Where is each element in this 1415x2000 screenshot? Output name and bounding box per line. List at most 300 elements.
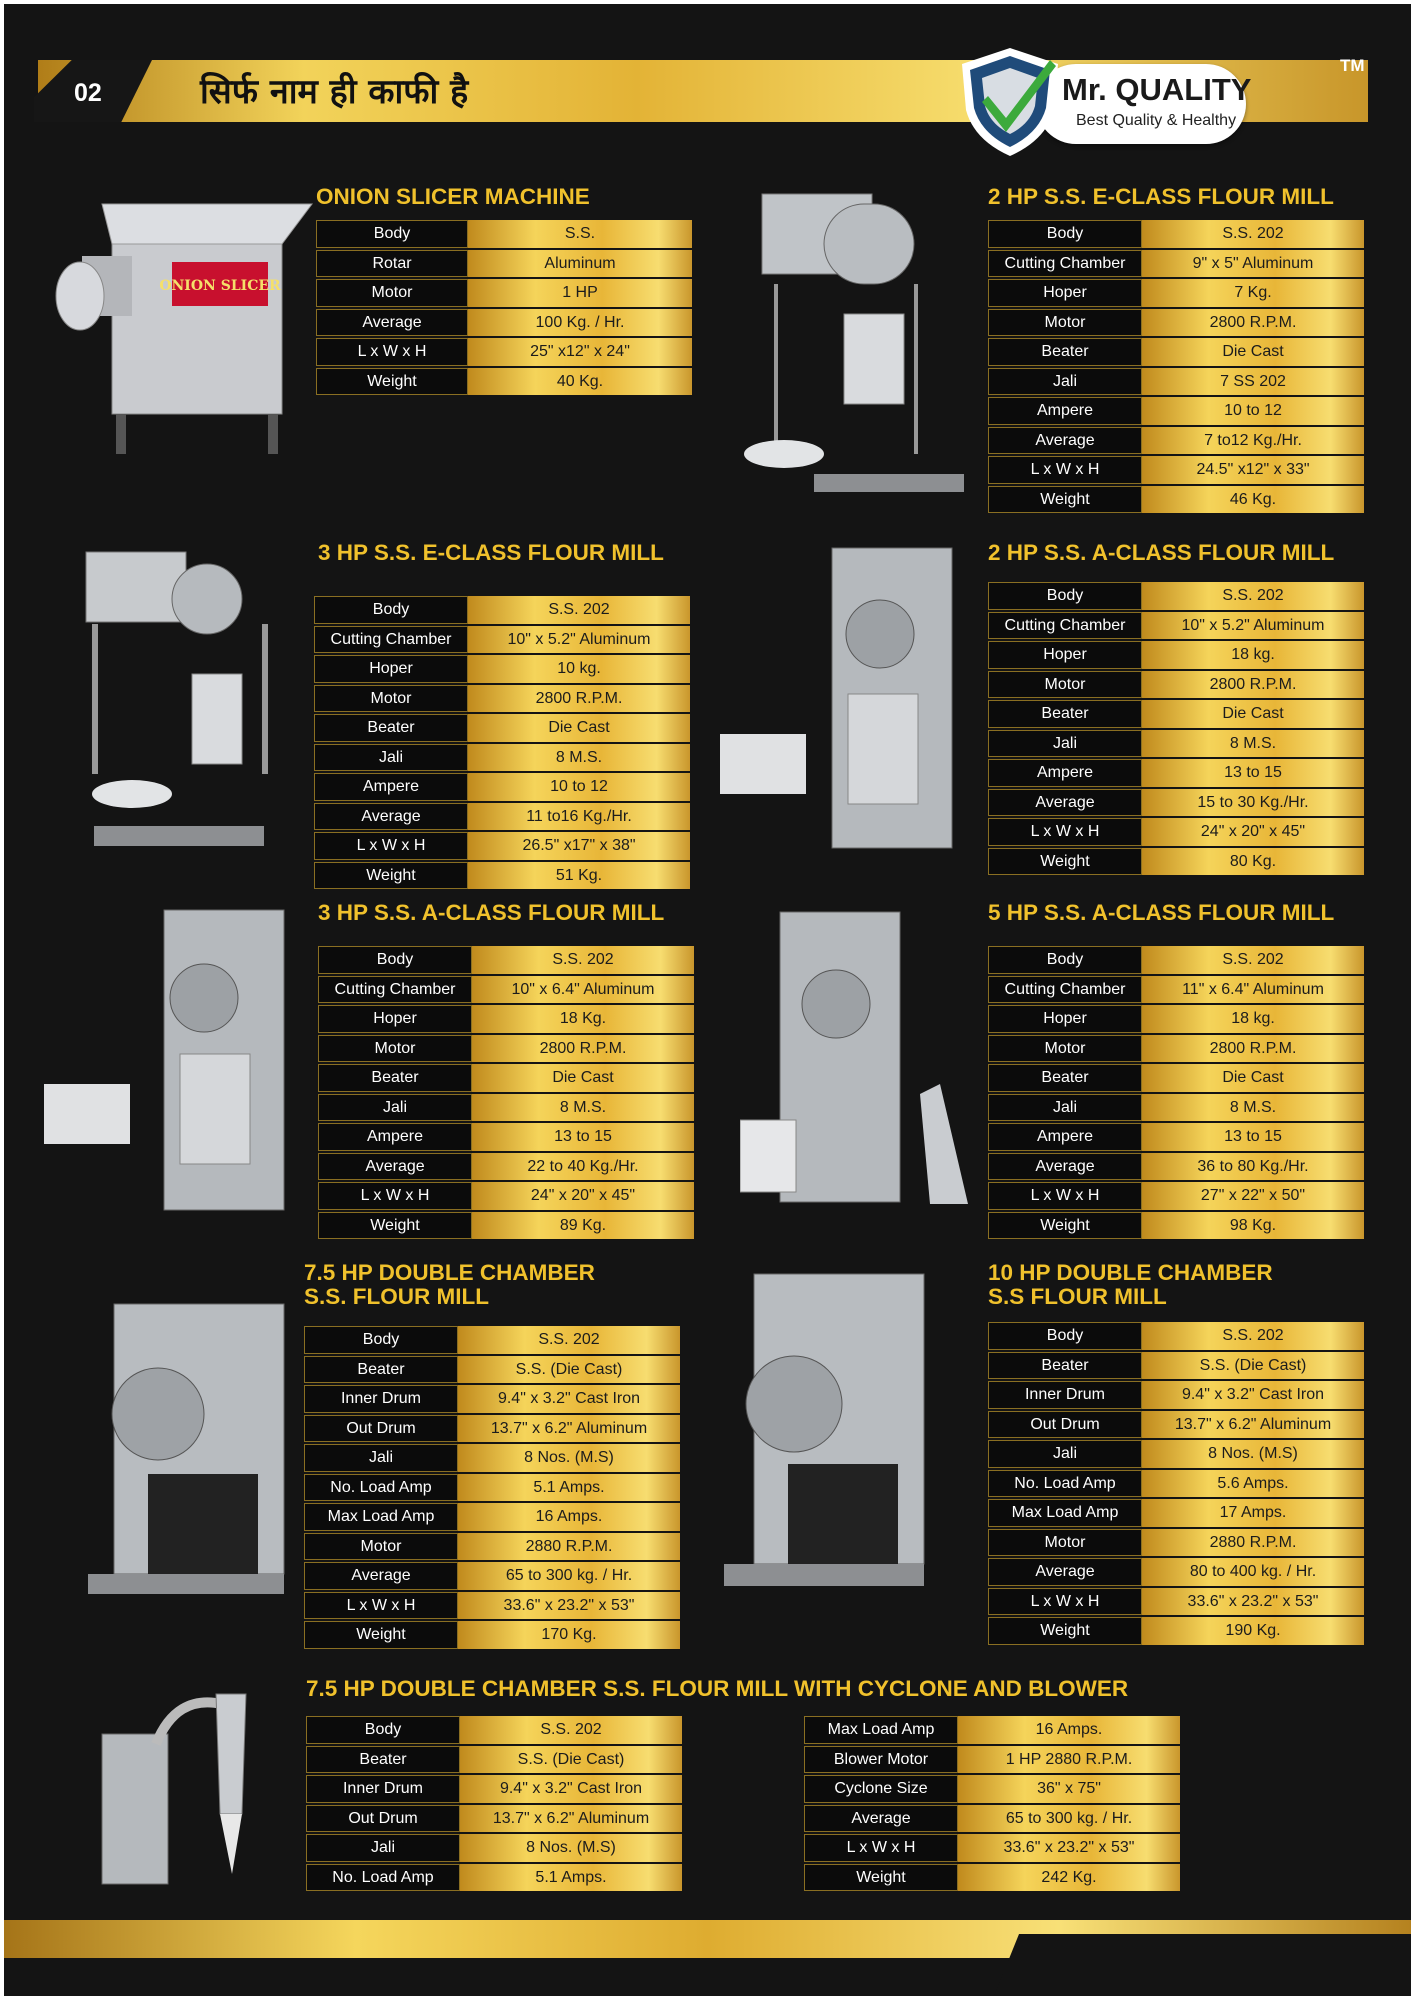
spec-row xyxy=(318,1064,694,1092)
spec-value: 10" x 6.4" Aluminum xyxy=(472,976,694,1004)
spec-row xyxy=(988,1094,1364,1122)
spec-row xyxy=(988,700,1364,728)
spec-value: 26.5" x17" x 38" xyxy=(468,832,690,860)
spec-value: S.S. 202 xyxy=(1142,946,1364,974)
brand-subtitle: Best Quality & Healthy xyxy=(1076,112,1237,129)
spec-label: Weight xyxy=(988,848,1142,876)
spec-value: 13.7" x 6.2" Aluminum xyxy=(1142,1411,1364,1439)
spec-row xyxy=(988,250,1364,278)
spec-value: 13.7" x 6.2" Aluminum xyxy=(460,1805,682,1833)
spec-value: 10" x 5.2" Aluminum xyxy=(1142,612,1364,640)
double-chamber-mill-image xyxy=(88,1274,288,1614)
spec-label: Motor xyxy=(988,1529,1142,1557)
spec-label: L x W x H xyxy=(988,1182,1142,1210)
spec-row xyxy=(988,1529,1364,1557)
spec-label: Ampere xyxy=(988,1123,1142,1151)
spec-row xyxy=(316,220,692,248)
spec-value: 80 to 400 kg. / Hr. xyxy=(1142,1558,1364,1586)
spec-label: Beater xyxy=(988,338,1142,366)
spec-row xyxy=(318,1005,694,1033)
hindi-tagline: सिर्फ नाम ही काफी है xyxy=(200,72,469,112)
spec-value: 10 to 12 xyxy=(468,773,690,801)
spec-value: 10 to 12 xyxy=(1142,397,1364,425)
spec-label: Beater xyxy=(988,1352,1142,1380)
spec-value: 24" x 20" x 45" xyxy=(472,1182,694,1210)
spec-label: Jali xyxy=(304,1444,458,1472)
spec-table xyxy=(318,944,694,1241)
spec-value: 80 Kg. xyxy=(1142,848,1364,876)
spec-table xyxy=(988,580,1364,877)
spec-row xyxy=(316,279,692,307)
spec-value: S.S. 202 xyxy=(1142,220,1364,248)
spec-row xyxy=(314,832,690,860)
spec-row xyxy=(804,1746,1180,1774)
spec-label: Beater xyxy=(988,700,1142,728)
spec-value: 1 HP xyxy=(468,279,692,307)
spec-row xyxy=(314,685,690,713)
e-class-mill-image xyxy=(82,544,292,864)
spec-row xyxy=(988,368,1364,396)
spec-label: Cutting Chamber xyxy=(988,250,1142,278)
spec-value: 170 Kg. xyxy=(458,1621,680,1649)
spec-label: Cutting Chamber xyxy=(988,976,1142,1004)
brand-logo xyxy=(954,44,1294,160)
spec-row xyxy=(316,309,692,337)
spec-row xyxy=(306,1716,682,1744)
spec-label: Rotar xyxy=(316,250,468,278)
spec-row xyxy=(988,486,1364,514)
spec-label: Cutting Chamber xyxy=(988,612,1142,640)
spec-value: 18 kg. xyxy=(1142,641,1364,669)
spec-label: Average xyxy=(988,427,1142,455)
spec-label: Motor xyxy=(988,1035,1142,1063)
spec-value: S.S. 202 xyxy=(458,1326,680,1354)
spec-label: Beater xyxy=(304,1356,458,1384)
spec-value: 9.4" x 3.2" Cast Iron xyxy=(460,1775,682,1803)
spec-row xyxy=(318,976,694,1004)
spec-value: 16 Amps. xyxy=(458,1503,680,1531)
spec-row xyxy=(306,1805,682,1833)
spec-value: S.S. 202 xyxy=(1142,1322,1364,1350)
spec-value: 8 Nos. (M.S) xyxy=(458,1444,680,1472)
spec-value: 13.7" x 6.2" Aluminum xyxy=(458,1415,680,1443)
spec-value: 33.6" x 23.2" x 53" xyxy=(958,1834,1180,1862)
spec-row xyxy=(314,655,690,683)
spec-value: 7 Kg. xyxy=(1142,279,1364,307)
a-class-mill-image xyxy=(44,904,304,1224)
spec-row xyxy=(304,1533,680,1561)
spec-value: Die Cast xyxy=(1142,338,1364,366)
spec-table xyxy=(988,1320,1364,1647)
spec-row xyxy=(318,1123,694,1151)
spec-label: L x W x H xyxy=(318,1182,472,1210)
spec-label: L x W x H xyxy=(988,1588,1142,1616)
spec-table xyxy=(304,1324,680,1651)
spec-label: Weight xyxy=(804,1864,958,1892)
spec-label: Ampere xyxy=(318,1123,472,1151)
spec-row xyxy=(988,397,1364,425)
spec-row xyxy=(988,427,1364,455)
spec-value: 65 to 300 kg. / Hr. xyxy=(458,1562,680,1590)
spec-value: 2800 R.P.M. xyxy=(472,1035,694,1063)
spec-label: L x W x H xyxy=(316,338,468,366)
spec-label: Motor xyxy=(314,685,468,713)
spec-label: Beater xyxy=(988,1064,1142,1092)
spec-value: 2800 R.P.M. xyxy=(1142,671,1364,699)
spec-row xyxy=(988,582,1364,610)
spec-row xyxy=(306,1834,682,1862)
spec-value: 18 Kg. xyxy=(472,1005,694,1033)
cyclone-blower-mill-image xyxy=(96,1674,286,1904)
spec-row xyxy=(304,1474,680,1502)
spec-label: No. Load Amp xyxy=(304,1474,458,1502)
spec-value: 7 SS 202 xyxy=(1142,368,1364,396)
spec-value: 24" x 20" x 45" xyxy=(1142,818,1364,846)
spec-label: L x W x H xyxy=(804,1834,958,1862)
spec-table xyxy=(988,218,1364,515)
spec-label: Cutting Chamber xyxy=(318,976,472,1004)
spec-row xyxy=(314,596,690,624)
spec-label: Weight xyxy=(318,1212,472,1240)
spec-row xyxy=(314,803,690,831)
spec-row xyxy=(988,1499,1364,1527)
spec-row xyxy=(988,1617,1364,1645)
spec-label: Jali xyxy=(318,1094,472,1122)
spec-row xyxy=(306,1864,682,1892)
spec-label: Body xyxy=(304,1326,458,1354)
spec-row xyxy=(804,1864,1180,1892)
spec-row xyxy=(988,1005,1364,1033)
spec-label: Jali xyxy=(988,730,1142,758)
spec-value: 10 kg. xyxy=(468,655,690,683)
spec-row xyxy=(318,1212,694,1240)
spec-row xyxy=(988,1470,1364,1498)
spec-label: Out Drum xyxy=(988,1411,1142,1439)
spec-value: 5.6 Amps. xyxy=(1142,1470,1364,1498)
spec-label: Average xyxy=(988,789,1142,817)
spec-label: Jali xyxy=(988,368,1142,396)
spec-value: 9" x 5" Aluminum xyxy=(1142,250,1364,278)
spec-row xyxy=(304,1562,680,1590)
page-number: 02 xyxy=(74,79,102,107)
brochure-page xyxy=(4,4,1411,1996)
spec-value: 8 M.S. xyxy=(472,1094,694,1122)
spec-label: Body xyxy=(988,220,1142,248)
spec-label: Average xyxy=(314,803,468,831)
spec-table xyxy=(306,1714,682,1893)
spec-label: L x W x H xyxy=(988,818,1142,846)
spec-label: Body xyxy=(988,946,1142,974)
spec-value: 33.6" x 23.2" x 53" xyxy=(458,1592,680,1620)
spec-value: 13 to 15 xyxy=(1142,1123,1364,1151)
spec-row xyxy=(318,1153,694,1181)
spec-label: Beater xyxy=(314,714,468,742)
spec-label: Out Drum xyxy=(304,1415,458,1443)
product-title-line: S.S FLOUR MILL xyxy=(988,1284,1167,1309)
spec-label: Hoper xyxy=(988,1005,1142,1033)
spec-label: Motor xyxy=(988,309,1142,337)
spec-label: Average xyxy=(988,1558,1142,1586)
spec-table xyxy=(314,594,690,891)
spec-value: 1 HP 2880 R.P.M. xyxy=(958,1746,1180,1774)
spec-label: Max Load Amp xyxy=(804,1716,958,1744)
spec-value: 8 M.S. xyxy=(468,744,690,772)
spec-label: L x W x H xyxy=(314,832,468,860)
spec-row xyxy=(988,1064,1364,1092)
spec-value: 2800 R.P.M. xyxy=(1142,1035,1364,1063)
spec-table xyxy=(988,944,1364,1241)
spec-row xyxy=(318,1094,694,1122)
spec-row xyxy=(316,338,692,366)
spec-value: 33.6" x 23.2" x 53" xyxy=(1142,1588,1364,1616)
spec-label: Average xyxy=(304,1562,458,1590)
spec-row xyxy=(318,1035,694,1063)
spec-row xyxy=(988,1558,1364,1586)
spec-row xyxy=(988,456,1364,484)
spec-label: Hoper xyxy=(314,655,468,683)
spec-label: Hoper xyxy=(318,1005,472,1033)
spec-value: 2800 R.P.M. xyxy=(468,685,690,713)
spec-value: 36" x 75" xyxy=(958,1775,1180,1803)
spec-label: Jali xyxy=(314,744,468,772)
spec-row xyxy=(316,250,692,278)
spec-label: Motor xyxy=(318,1035,472,1063)
spec-value: 9.4" x 3.2" Cast Iron xyxy=(458,1385,680,1413)
spec-row xyxy=(988,1153,1364,1181)
spec-row xyxy=(988,1381,1364,1409)
product-title-line: 10 HP DOUBLE CHAMBER xyxy=(988,1260,1273,1285)
spec-value: S.S. (Die Cast) xyxy=(1142,1352,1364,1380)
spec-row xyxy=(316,368,692,396)
spec-label: Beater xyxy=(306,1746,460,1774)
product-title: 7.5 HP DOUBLE CHAMBER S.S. FLOUR MILL WITH CYCLONE AND BLOWER xyxy=(306,1676,1129,1701)
footer-notch xyxy=(994,1934,1411,1996)
spec-row xyxy=(304,1415,680,1443)
spec-label: Max Load Amp xyxy=(304,1503,458,1531)
spec-row xyxy=(988,759,1364,787)
spec-label: Hoper xyxy=(988,279,1142,307)
spec-label: Average xyxy=(318,1153,472,1181)
spec-value: 16 Amps. xyxy=(958,1716,1180,1744)
spec-row xyxy=(314,714,690,742)
spec-row xyxy=(804,1834,1180,1862)
spec-row xyxy=(988,1352,1364,1380)
spec-value: 8 Nos. (M.S) xyxy=(1142,1440,1364,1468)
spec-label: No. Load Amp xyxy=(306,1864,460,1892)
spec-row xyxy=(988,1411,1364,1439)
spec-label: L x W x H xyxy=(304,1592,458,1620)
spec-value: S.S. 202 xyxy=(460,1716,682,1744)
spec-value: Die Cast xyxy=(472,1064,694,1092)
spec-row xyxy=(318,1182,694,1210)
spec-value: 46 Kg. xyxy=(1142,486,1364,514)
spec-row xyxy=(304,1356,680,1384)
product-title: 5 HP S.S. A-CLASS FLOUR MILL xyxy=(988,900,1335,925)
spec-row xyxy=(988,730,1364,758)
spec-label: Ampere xyxy=(988,759,1142,787)
spec-value: 89 Kg. xyxy=(472,1212,694,1240)
spec-label: Cyclone Size xyxy=(804,1775,958,1803)
spec-value: S.S. (Die Cast) xyxy=(458,1356,680,1384)
spec-value: 17 Amps. xyxy=(1142,1499,1364,1527)
spec-row xyxy=(988,1588,1364,1616)
spec-value: 15 to 30 Kg./Hr. xyxy=(1142,789,1364,817)
spec-label: Motor xyxy=(988,671,1142,699)
spec-label: Body xyxy=(306,1716,460,1744)
spec-value: 11" x 6.4" Aluminum xyxy=(1142,976,1364,1004)
spec-value: 25" x12" x 24" xyxy=(468,338,692,366)
e-class-mill-image xyxy=(734,184,974,504)
spec-value: 13 to 15 xyxy=(472,1123,694,1151)
product-title-line: S.S. FLOUR MILL xyxy=(304,1284,489,1309)
spec-value: 98 Kg. xyxy=(1142,1212,1364,1240)
spec-value: 40 Kg. xyxy=(468,368,692,396)
machine-label: ONION SLICER xyxy=(159,278,281,294)
spec-row xyxy=(988,338,1364,366)
brand-name: Mr. QUALITY xyxy=(1062,72,1252,107)
spec-value: 65 to 300 kg. / Hr. xyxy=(958,1805,1180,1833)
spec-value: 13 to 15 xyxy=(1142,759,1364,787)
a-class-mill-image xyxy=(720,544,970,864)
spec-label: Body xyxy=(314,596,468,624)
spec-label: Weight xyxy=(304,1621,458,1649)
spec-value: Die Cast xyxy=(1142,700,1364,728)
spec-value: S.S. 202 xyxy=(468,596,690,624)
spec-value: Aluminum xyxy=(468,250,692,278)
spec-value: 18 kg. xyxy=(1142,1005,1364,1033)
spec-row xyxy=(314,773,690,801)
product-title-line: 7.5 HP DOUBLE CHAMBER xyxy=(304,1260,595,1285)
spec-row xyxy=(314,862,690,890)
spec-row xyxy=(988,848,1364,876)
product-title: 3 HP S.S. A-CLASS FLOUR MILL xyxy=(318,900,665,925)
spec-value: 190 Kg. xyxy=(1142,1617,1364,1645)
spec-row xyxy=(988,1182,1364,1210)
spec-value: 2880 R.P.M. xyxy=(1142,1529,1364,1557)
spec-label: Ampere xyxy=(988,397,1142,425)
spec-value: S.S. (Die Cast) xyxy=(460,1746,682,1774)
spec-row xyxy=(988,220,1364,248)
spec-row xyxy=(988,612,1364,640)
spec-label: Average xyxy=(804,1805,958,1833)
spec-label: Weight xyxy=(988,1212,1142,1240)
spec-label: Jali xyxy=(306,1834,460,1862)
spec-row xyxy=(804,1805,1180,1833)
spec-label: Max Load Amp xyxy=(988,1499,1142,1527)
product-title: ONION SLICER MACHINE xyxy=(316,184,590,209)
spec-value: S.S. 202 xyxy=(472,946,694,974)
spec-row xyxy=(988,309,1364,337)
spec-row xyxy=(304,1385,680,1413)
spec-row xyxy=(988,1035,1364,1063)
spec-value: 36 to 80 Kg./Hr. xyxy=(1142,1153,1364,1181)
a-class-mill-image xyxy=(740,904,980,1224)
spec-value: 8 Nos. (M.S) xyxy=(460,1834,682,1862)
spec-row xyxy=(988,1440,1364,1468)
double-chamber-mill-image xyxy=(724,1264,934,1614)
spec-row xyxy=(304,1592,680,1620)
spec-value: 100 Kg. / Hr. xyxy=(468,309,692,337)
spec-value: 24.5" x12" x 33" xyxy=(1142,456,1364,484)
spec-label: Hoper xyxy=(988,641,1142,669)
spec-row xyxy=(314,626,690,654)
spec-value: 5.1 Amps. xyxy=(460,1864,682,1892)
spec-row xyxy=(988,976,1364,1004)
spec-label: Out Drum xyxy=(306,1805,460,1833)
spec-row xyxy=(306,1746,682,1774)
spec-label: Cutting Chamber xyxy=(314,626,468,654)
spec-label: Weight xyxy=(316,368,468,396)
spec-label: Inner Drum xyxy=(304,1385,458,1413)
spec-label: Body xyxy=(988,1322,1142,1350)
spec-row xyxy=(988,641,1364,669)
spec-row xyxy=(314,744,690,772)
spec-value: 8 M.S. xyxy=(1142,730,1364,758)
spec-value: 5.1 Amps. xyxy=(458,1474,680,1502)
spec-label: Beater xyxy=(318,1064,472,1092)
spec-value: 2800 R.P.M. xyxy=(1142,309,1364,337)
spec-label: Body xyxy=(316,220,468,248)
spec-label: Motor xyxy=(304,1533,458,1561)
spec-value: Die Cast xyxy=(468,714,690,742)
spec-label: Inner Drum xyxy=(988,1381,1142,1409)
spec-value: 27" x 22" x 50" xyxy=(1142,1182,1364,1210)
spec-label: L x W x H xyxy=(988,456,1142,484)
spec-table xyxy=(804,1714,1180,1893)
spec-row xyxy=(988,946,1364,974)
spec-row xyxy=(304,1621,680,1649)
spec-value: 11 to16 Kg./Hr. xyxy=(468,803,690,831)
spec-row xyxy=(318,946,694,974)
spec-value: 2880 R.P.M. xyxy=(458,1533,680,1561)
spec-row xyxy=(304,1444,680,1472)
spec-value: 8 M.S. xyxy=(1142,1094,1364,1122)
spec-row xyxy=(988,1123,1364,1151)
spec-label: Body xyxy=(988,582,1142,610)
spec-label: Weight xyxy=(988,486,1142,514)
spec-value: 242 Kg. xyxy=(958,1864,1180,1892)
spec-row xyxy=(804,1716,1180,1744)
spec-value: 22 to 40 Kg./Hr. xyxy=(472,1153,694,1181)
spec-value: 7 to12 Kg./Hr. xyxy=(1142,427,1364,455)
spec-row xyxy=(304,1503,680,1531)
spec-value: 10" x 5.2" Aluminum xyxy=(468,626,690,654)
spec-label: Weight xyxy=(988,1617,1142,1645)
trademark-mark: TM xyxy=(1340,56,1365,75)
spec-row xyxy=(304,1326,680,1354)
spec-value: Die Cast xyxy=(1142,1064,1364,1092)
product-title: 2 HP S.S. A-CLASS FLOUR MILL xyxy=(988,540,1335,565)
spec-value: 51 Kg. xyxy=(468,862,690,890)
spec-row xyxy=(306,1775,682,1803)
spec-row xyxy=(988,789,1364,817)
product-title: 3 HP S.S. E-CLASS FLOUR MILL xyxy=(318,540,664,565)
spec-value: S.S. xyxy=(468,220,692,248)
spec-label: Inner Drum xyxy=(306,1775,460,1803)
spec-label: Motor xyxy=(316,279,468,307)
spec-row xyxy=(804,1775,1180,1803)
shield-check-icon xyxy=(954,44,1066,160)
spec-label: Average xyxy=(988,1153,1142,1181)
spec-label: Jali xyxy=(988,1440,1142,1468)
spec-label: Average xyxy=(316,309,468,337)
onion-slicer-image xyxy=(52,184,314,464)
spec-row xyxy=(988,1322,1364,1350)
spec-label: Ampere xyxy=(314,773,468,801)
product-title: 2 HP S.S. E-CLASS FLOUR MILL xyxy=(988,184,1334,209)
spec-row xyxy=(988,818,1364,846)
spec-label: Jali xyxy=(988,1094,1142,1122)
